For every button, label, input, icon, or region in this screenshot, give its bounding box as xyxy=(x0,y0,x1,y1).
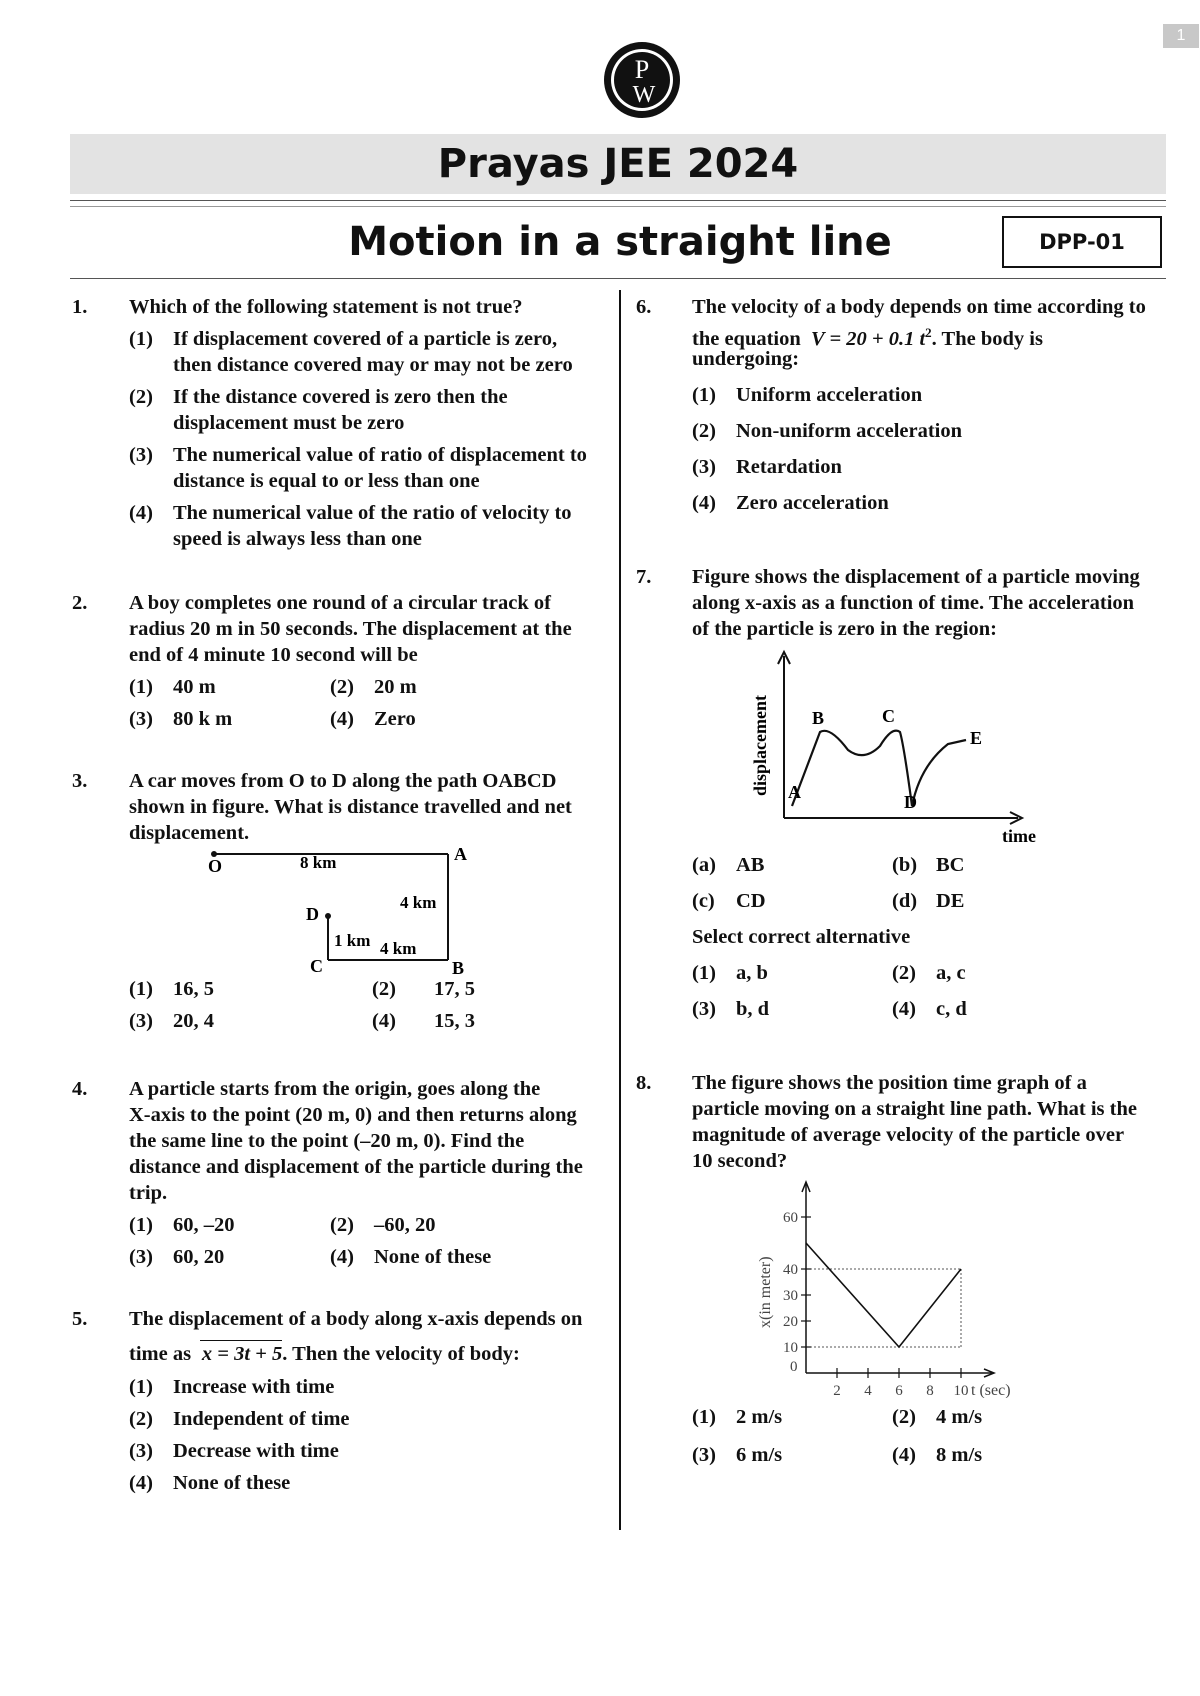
question-text-line: The figure shows the position time graph of a xyxy=(692,1072,1087,1094)
option: (3) Retardation xyxy=(692,456,842,478)
option: (2) Independent of time xyxy=(129,1408,350,1430)
question-text-line: A particle starts from the origin, goes along the xyxy=(129,1078,541,1100)
option: (a) AB xyxy=(692,854,765,876)
option: (2) If the distance covered is zero then the displacement must be zero xyxy=(129,386,508,434)
question-text-line: particle moving on a straight line path. What is the xyxy=(692,1098,1137,1120)
divider xyxy=(70,278,1166,279)
option: (1) 16, 5 xyxy=(129,978,214,1000)
option: (1) Uniform acceleration xyxy=(692,384,923,406)
question-number: 5. xyxy=(72,1308,88,1330)
path-figure xyxy=(200,842,480,976)
option: (3) 6 m/s xyxy=(692,1444,783,1466)
dpp-badge: DPP-01 xyxy=(1002,216,1162,268)
question-text-line: The displacement of a body along x-axis depends on xyxy=(129,1308,583,1330)
question-text-line: time as x = 3t + 5. Then the velocity of body: xyxy=(129,1340,520,1367)
label-a: A xyxy=(788,782,801,802)
label-a: A xyxy=(454,844,467,864)
y-tick-label: 40 xyxy=(783,1262,798,1278)
y-tick-label: 30 xyxy=(783,1288,798,1304)
x-tick-label: 6 xyxy=(895,1383,903,1398)
option: (d) DE xyxy=(892,890,965,912)
label-ab: 4 km xyxy=(400,893,437,912)
label-cd: 1 km xyxy=(334,931,371,950)
question-number: 2. xyxy=(72,592,88,614)
option: (2) a, c xyxy=(892,962,966,984)
option: (1) 2 m/s xyxy=(692,1406,783,1428)
page-number: 1 xyxy=(1163,24,1199,48)
option: (2) Non-uniform acceleration xyxy=(692,420,963,442)
divider xyxy=(70,200,1166,201)
y-axis-label: x(in meter) xyxy=(757,1256,774,1328)
question-text-line: displacement. xyxy=(129,822,250,844)
option: (1) a, b xyxy=(692,962,768,984)
option: (4) c, d xyxy=(892,998,967,1020)
subject-title: Motion in a straight line xyxy=(348,219,892,265)
option: (4) Zero xyxy=(330,708,416,730)
option: (2) 20 m xyxy=(330,676,417,698)
question-text-line: Figure shows the displacement of a particle moving xyxy=(692,566,1140,588)
option: (4) Zero acceleration xyxy=(692,492,889,514)
question-text-line: the equation V = 20 + 0.1 $t^2$. The body is xyxy=(692,325,1043,350)
question-text-line: of the particle is zero in the region: xyxy=(692,618,997,640)
question-text-line: end of 4 minute 10 second will be xyxy=(129,644,418,666)
option: (4) None of these xyxy=(129,1472,291,1494)
question-text-line: The velocity of a body depends on time according to xyxy=(692,296,1146,318)
x-axis-label: t (sec) xyxy=(971,1382,1011,1398)
logo-letter-p: P xyxy=(634,55,650,84)
label-oa: 8 km xyxy=(300,853,337,872)
question-text-line: 10 second? xyxy=(692,1150,788,1172)
label-d: D xyxy=(306,904,319,924)
position-time-chart xyxy=(756,1178,1056,1398)
option: (c) CD xyxy=(692,890,766,912)
option: (4) 15, 3 xyxy=(372,1010,475,1032)
question-text-line: X-axis to the point (20 m, 0) and then returns along xyxy=(129,1104,577,1126)
displacement-time-figure xyxy=(748,646,1048,846)
label-c: C xyxy=(310,956,323,976)
x-tick-label: 10 xyxy=(953,1383,969,1398)
question-number: 8. xyxy=(636,1072,652,1094)
option: (3) The numerical value of ratio of displacement to distance is equal to or less than one xyxy=(129,444,587,492)
column-divider xyxy=(619,290,621,1530)
option: (4) The numerical value of the ratio of velocity to speed is always less than one xyxy=(129,502,572,550)
option: (3) 80 k m xyxy=(129,708,233,730)
label-d: D xyxy=(904,792,917,812)
question-number: 6. xyxy=(636,296,652,318)
option: (3) Decrease with time xyxy=(129,1440,339,1462)
option: (b) BC xyxy=(892,854,965,876)
label-b: B xyxy=(812,708,825,728)
label-e: E xyxy=(970,728,983,748)
question-number: 4. xyxy=(72,1078,88,1100)
option: (2) 4 m/s xyxy=(892,1406,983,1428)
option: (3) 60, 20 xyxy=(129,1246,225,1268)
question-number: 1. xyxy=(72,296,88,318)
position-series-line xyxy=(806,1243,961,1347)
x-axis-label: time xyxy=(1002,826,1036,846)
x-tick-label: 8 xyxy=(926,1383,934,1398)
question-number: 7. xyxy=(636,566,652,588)
select-instruction: Select correct alternative xyxy=(692,926,911,948)
option: (1) Increase with time xyxy=(129,1376,335,1398)
x-tick-label: 4 xyxy=(864,1383,872,1398)
question-text-line: shown in figure. What is distance travelled and net xyxy=(129,796,572,818)
label-c: C xyxy=(882,706,895,726)
label-bc: 4 km xyxy=(380,939,417,958)
origin-label: 0 xyxy=(790,1359,798,1375)
question-number: 3. xyxy=(72,770,88,792)
option: (1) 60, –20 xyxy=(129,1214,235,1236)
option: (2) –60, 20 xyxy=(330,1214,436,1236)
page-title: Prayas JEE 2024 xyxy=(437,141,799,187)
question-text: Which of the following statement is not true? xyxy=(129,296,523,318)
option: (3) b, d xyxy=(692,998,770,1020)
question-text-line: the same line to the point (–20 m, 0). Find the xyxy=(129,1130,525,1152)
point-d xyxy=(325,913,331,919)
option: (1) If displacement covered of a particle is zero, then distance covered may or may not be zero xyxy=(129,328,573,376)
question-text-line: undergoing: xyxy=(692,348,800,370)
x-tick-label: 2 xyxy=(833,1383,841,1398)
divider xyxy=(70,206,1166,207)
option: (3) 20, 4 xyxy=(129,1010,214,1032)
option: (4) None of these xyxy=(330,1246,492,1268)
question-text-line: radius 20 m in 50 seconds. The displacement at the xyxy=(129,618,572,640)
label-b: B xyxy=(452,958,465,976)
question-text-line: trip. xyxy=(129,1182,168,1204)
pw-logo xyxy=(602,40,682,120)
option: (1) 40 m xyxy=(129,676,216,698)
question-text-line: magnitude of average velocity of the particle over xyxy=(692,1124,1125,1146)
option: (4) 8 m/s xyxy=(892,1444,983,1466)
question-text-line: along x-axis as a function of time. The acceleration xyxy=(692,592,1135,614)
label-o: O xyxy=(208,856,223,876)
question-text-line: A boy completes one round of a circular track of xyxy=(129,592,551,614)
y-tick-label: 60 xyxy=(783,1210,798,1226)
logo-letter-w: W xyxy=(632,82,656,108)
option: (2) 17, 5 xyxy=(372,978,475,1000)
y-tick-label: 20 xyxy=(783,1314,798,1330)
question-text-line: A car moves from O to D along the path OABCD xyxy=(129,770,557,792)
y-axis-label: displacement xyxy=(750,695,770,796)
y-tick-label: 10 xyxy=(783,1340,798,1356)
question-text-line: distance and displacement of the particle during the xyxy=(129,1156,583,1178)
